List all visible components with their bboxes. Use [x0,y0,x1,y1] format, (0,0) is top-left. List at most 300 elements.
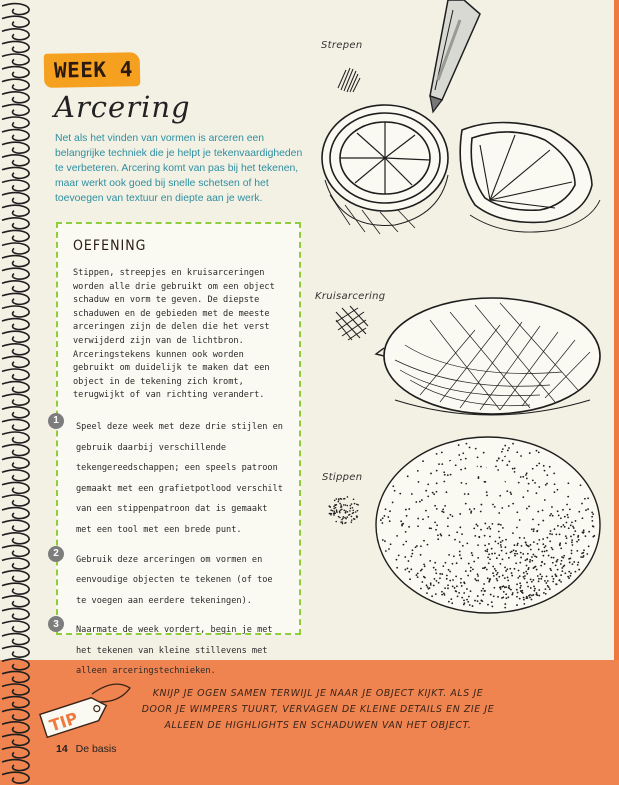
stipple-dot [406,515,408,517]
stipple-dot [577,562,579,564]
stipple-dot [539,573,541,575]
stipple-dot [422,460,424,462]
stipple-dot [434,521,436,523]
stipple-dot [491,601,493,603]
stipple-dot [466,599,468,601]
stipple-dot [544,499,546,501]
stipple-dot [575,520,577,522]
stipple-dot [469,447,471,449]
spiral-coil [2,382,29,393]
stipple-dot [546,537,548,539]
stipple-dot [520,455,522,457]
stipple-dot [443,511,445,513]
stipple-dot [448,554,450,556]
stipple-dot [354,503,356,505]
stipple-dot [554,528,556,530]
stipple-dot [420,554,422,556]
stipple-dot [503,591,505,593]
stipple-dot [538,486,540,488]
stipple-dot [547,580,549,582]
stipple-dot [523,599,525,601]
stipple-dot [449,580,451,582]
stipple-dot [407,475,409,477]
stipple-dot [580,556,582,558]
stipple-dot [569,562,571,564]
stipple-dot [507,576,509,578]
stipple-dot [492,504,494,506]
stipple-dot [505,570,507,572]
stipple-dot [477,573,479,575]
stipple-dot [487,577,489,579]
stipple-dot [499,537,501,539]
stipple-dot [502,575,504,577]
stipple-dot [574,530,576,532]
stipple-dot [433,585,435,587]
stipple-dot [516,583,518,585]
stipple-dot [456,562,458,564]
stipple-dot [456,531,458,533]
stipple-dot [473,527,475,529]
stipple-dot [417,576,419,578]
stipple-dot [527,568,529,570]
stipple-dot [423,563,425,565]
stipple-dot [341,498,343,500]
stipple-dot [343,516,345,518]
exercise-steps [53,414,287,679]
stipple-dot [351,516,353,518]
page-footer [56,743,116,755]
stipple-dot [436,491,438,493]
stipple-dot [495,465,497,467]
stipple-dot [342,523,344,525]
stipple-dot [491,553,493,555]
stipple-dot [536,530,538,532]
spiral-coil [2,117,29,128]
stipple-dot [468,596,470,598]
stipple-dot [510,492,512,494]
stipple-dot [552,515,554,517]
stipple-dot [519,598,521,600]
stipple-dot [545,545,547,547]
stipple-dot [534,555,536,557]
stipple-dot [486,491,488,493]
stipple-dot [347,496,349,498]
stipple-dot [432,492,434,494]
spiral-coil [2,482,29,493]
stipple-dot [500,588,502,590]
stipple-dot [533,590,535,592]
stipple-dot [447,517,449,519]
stipple-dot [434,505,436,507]
stipple-dot [587,508,589,510]
stipple-dot [591,516,593,518]
stipple-dot [345,512,347,514]
stipple-dot [465,458,467,460]
stipple-dot [555,565,557,567]
stipple-dot [526,508,528,510]
stipple-dot [542,509,544,511]
stipple-dot [528,595,530,597]
stipple-dot [396,535,398,537]
stipple-dot [512,592,514,594]
stipple-dot [484,481,486,483]
stipple-dot [385,508,387,510]
stipple-dot [500,544,502,546]
stipple-dot [352,510,354,512]
stipple-dot [544,551,546,553]
stipple-dot [554,483,556,485]
spiral-coil [2,621,29,632]
stipple-dot [436,508,438,510]
spiral-binding [0,0,34,785]
spiral-coil [2,104,29,115]
stipple-dot [514,471,516,473]
stipple-dot [472,568,474,570]
stipple-dot [541,576,543,578]
stipple-dot [585,535,587,537]
stipple-dot [512,443,514,445]
stipple-dot [405,541,407,543]
stipple-dot [425,490,427,492]
stipple-dot [543,592,545,594]
stipple-dot [510,589,512,591]
stipple-dot [349,505,351,507]
stipple-dot [443,481,445,483]
week-label: WEEK 4 [53,57,134,83]
stipple-dot [444,587,446,589]
stipple-dot [519,537,521,539]
stipple-dot [470,567,472,569]
stipple-dot [501,451,503,453]
stipple-dot [517,577,519,579]
stipple-dot [477,595,479,597]
orange-stipple-illustration [376,437,600,613]
step-item [53,547,287,609]
stipple-dot [547,585,549,587]
stipple-dot [567,482,569,484]
label-strepen: Strepen [321,40,363,51]
stipple-dot [533,594,535,596]
lemon-slice-left-illustration [322,105,448,234]
stipple-dot [429,527,431,529]
stipple-dot [501,597,503,599]
stipple-dot [476,580,478,582]
stipple-dot [334,500,336,502]
label-kruisarcering: Kruisarcering [315,291,386,302]
stipple-dot [412,549,414,551]
stipple-dot [436,453,438,455]
stipple-dot [447,587,449,589]
stipple-dot [509,568,511,570]
stipple-dot [462,452,464,454]
stipple-dot [542,520,544,522]
stipple-dot [554,491,556,493]
stipple-dot [501,507,503,509]
step-number-badge: 3 [48,616,64,632]
stipple-dot [484,535,486,537]
stipple-dot [573,561,575,563]
stipple-dot [447,584,449,586]
stipple-dot [557,489,559,491]
stipple-dot [558,515,560,517]
stipple-dot [569,508,571,510]
stipple-dot [404,569,406,571]
stipple-dot [438,463,440,465]
stipple-dot [573,527,575,529]
stipple-dot [335,521,337,523]
stipple-dot [560,547,562,549]
step-number-badge: 2 [48,546,64,562]
stipple-dot [536,450,538,452]
stipple-dot [423,576,425,578]
stipple-dot [557,569,559,571]
stipple-dot [454,539,456,541]
stipple-dot [496,580,498,582]
stipple-dot [459,526,461,528]
stipple-dot [463,599,465,601]
page-title: Arcering [54,90,191,124]
stipple-dot [465,570,467,572]
stipple-dot [402,523,404,525]
spiral-coil [2,268,29,279]
stipple-dot [511,551,513,553]
stipple-dot [340,506,342,508]
stipple-dot [343,510,345,512]
spiral-coil [2,356,29,367]
stipple-dot [571,521,573,523]
stipple-dot [426,584,428,586]
stipple-dot [483,567,485,569]
stipple-dot [497,543,499,545]
stipple-dot [536,492,538,494]
stipple-dot [433,567,435,569]
stipple-dot [348,514,350,516]
stipple-dot [334,504,336,506]
spiral-coil [2,16,29,27]
stipple-dot [444,505,446,507]
stipple-dot [528,505,530,507]
stipple-dot [470,512,472,514]
stipple-dot [486,495,488,497]
stipple-dot [489,580,491,582]
stipple-dot [483,452,485,454]
stipple-dot [475,524,477,526]
spiral-coil [2,533,29,544]
stipple-dot [523,597,525,599]
stipple-dot [532,554,534,556]
stipple-dot [521,545,523,547]
spiral-coil [2,155,29,166]
stipple-dot [563,566,565,568]
stipple-dot [345,522,347,524]
stipple-dot [588,531,590,533]
stipple-dot [347,516,349,518]
tip-tag [34,676,134,740]
stipple-dot [496,460,498,462]
stipple-dot [523,603,525,605]
spiral-coil [2,218,29,229]
stipple-dot [507,450,509,452]
stipple-dot [527,490,529,492]
spiral-coil [2,306,29,317]
stipple-dot [343,504,345,506]
stipple-dot [458,454,460,456]
stipple-dot [580,484,582,486]
stipple-dot [466,542,468,544]
stipple-dot [505,546,507,548]
spiral-coil [2,394,29,405]
stipple-dot [452,515,454,517]
stipple-dot [501,550,503,552]
spiral-coil [2,230,29,241]
stipple-dot [582,517,584,519]
stipple-dot [504,586,506,588]
stipple-dot [507,596,509,598]
stipple-dot [511,575,513,577]
week-badge [44,52,141,88]
stipple-dot [436,580,438,582]
stipple-dot [566,537,568,539]
stipple-dot [357,510,359,512]
stipple-dot [450,598,452,600]
stipple-dot [505,597,507,599]
stipple-dot [511,594,513,596]
stipple-dot [578,539,580,541]
stipple-dot [571,541,573,543]
stipple-dot [527,586,529,588]
stipple-dot [587,497,589,499]
stipple-dot [429,587,431,589]
stipple-dot [387,516,389,518]
stipple-dot [415,546,417,548]
stipple-dot [497,469,499,471]
stipple-dot [394,490,396,492]
lemon-crosshatch-illustration [376,298,600,415]
stipple-dot [537,511,539,513]
stipple-dot [340,509,342,511]
stipple-dot [506,490,508,492]
spiral-coil [2,709,29,720]
stipple-dot [514,468,516,470]
stipple-dot [505,593,507,595]
stipple-dot [550,569,552,571]
stipple-dot [339,512,341,514]
stipple-dot [544,580,546,582]
stipple-dot [582,531,584,533]
stipple-dot [532,518,534,520]
stipple-dot [333,510,335,512]
spiral-coil [2,520,29,531]
stipple-dot [456,585,458,587]
stipple-dot [472,605,474,607]
stipple-dot [466,443,468,445]
stipple-dot [430,473,432,475]
stipple-dot [518,482,520,484]
stipple-dot [473,561,475,563]
spiral-coil [2,79,29,90]
stipple-dot [512,532,514,534]
stipple-dot [435,569,437,571]
stipple-dot [500,586,502,588]
stipple-dot [427,483,429,485]
stipple-dot [399,493,401,495]
spiral-coil [2,369,29,380]
stipple-dot [405,531,407,533]
stipple-dot [551,557,553,559]
stipple-dot [504,607,506,609]
stipple-dot [519,575,521,577]
stipple-dot [529,561,531,563]
stipple-dot [524,578,526,580]
strepen-swatch [338,68,360,92]
stipple-dot [552,548,554,550]
stipple-dot [520,585,522,587]
stipple-dot [531,556,533,558]
stipple-dot [422,518,424,520]
stipple-dot [444,474,446,476]
stipple-dot [526,582,528,584]
stipple-dot [551,506,553,508]
stipple-dot [522,496,524,498]
stipple-dot [513,549,515,551]
stipple-dot [502,527,504,529]
stipple-dot [566,504,568,506]
stipple-dot [538,589,540,591]
stipple-dot [504,567,506,569]
stipple-dot [534,482,536,484]
stipple-dot [448,534,450,536]
stipple-dot [570,536,572,538]
stipple-dot [489,578,491,580]
stipple-dot [548,555,550,557]
stipple-dot [389,510,391,512]
exercise-body: Stippen, streepjes en kruisarceringen worden alle drie gebruikt om een object schaduw en vorm te geven. De diepste schaduwen en de gebieden met de meeste arceringen zijn de delen die het verst verwijderd zijn van de lichtbron. Arceringstekens kunnen ook worden gebruikt om duidelijk te maken dat een object in de tekening zich kromt, terugwijkt of van richting verandert. [73,268,275,401]
stipple-dot [427,496,429,498]
stipple-dot [532,468,534,470]
stipple-dot [508,588,510,590]
stipple-dot [335,507,337,509]
stipple-dot [493,587,495,589]
spiral-coil [2,54,29,65]
stipple-dot [421,499,423,501]
stipple-dot [448,601,450,603]
stipple-dot [556,561,558,563]
stipple-dot [494,506,496,508]
stipple-dot [568,558,570,560]
stipple-dot [502,448,504,450]
stipple-dot [454,587,456,589]
stipple-dot [507,579,509,581]
spiral-coil [2,659,29,670]
stipple-dot [529,559,531,561]
stipple-dot [526,573,528,575]
stipple-dot [355,511,357,513]
stipple-dot [356,503,358,505]
stipple-dot [447,474,449,476]
stipple-dot [494,553,496,555]
stipple-dot [457,595,459,597]
stipple-dot [347,511,349,513]
stipple-dot [549,466,551,468]
stipple-dot [546,483,548,485]
stipple-dot [591,520,593,522]
stipple-dot [592,536,594,538]
stipple-dot [332,510,334,512]
stipple-dot [522,592,524,594]
stipple-dot [496,578,498,580]
stipple-dot [540,565,542,567]
stipple-dot [350,508,352,510]
